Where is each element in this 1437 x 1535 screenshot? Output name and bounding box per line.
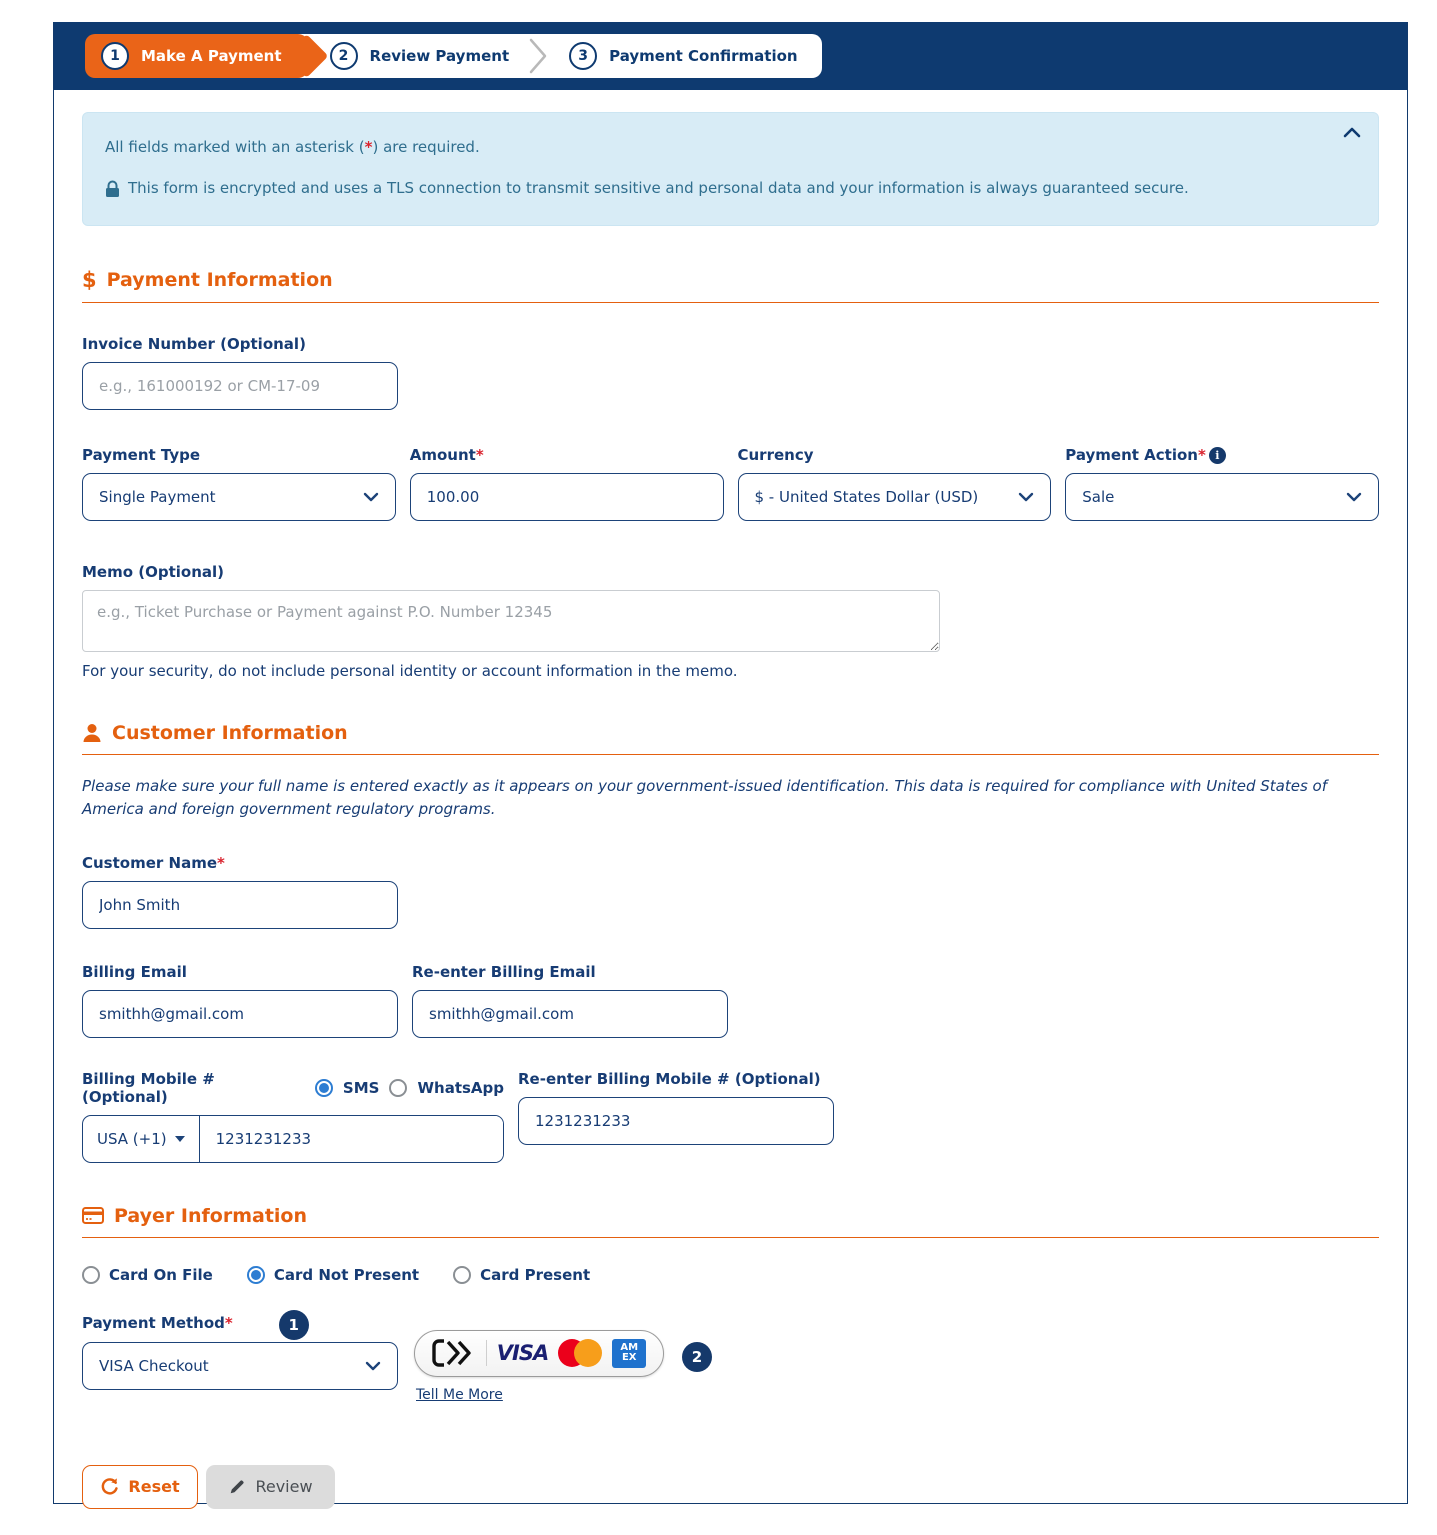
info-icon[interactable]: i	[1209, 447, 1226, 464]
country-code-select[interactable]	[83, 1116, 200, 1162]
visa-checkout-button[interactable]	[414, 1330, 664, 1377]
caret-down-icon	[175, 1136, 185, 1142]
whatsapp-radio-label[interactable]: WhatsApp	[417, 1078, 504, 1097]
customer-information-header	[82, 722, 1379, 744]
stepper-inactive-group	[286, 34, 822, 78]
invoice-number-label: Invoice Number (Optional)	[82, 335, 306, 353]
credit-card-icon	[82, 1207, 104, 1224]
payer-information-header	[82, 1205, 1379, 1227]
memo-security-note: For your security, do not include personal identity or account information in the memo.	[82, 662, 738, 680]
card-on-file-radio[interactable]	[82, 1266, 100, 1284]
tls-security-note: This form is encrypted and uses a TLS connection to transmit sensitive and personal data and your information is always guaranteed secure.	[105, 178, 1356, 199]
billing-email-input[interactable]	[82, 990, 398, 1038]
step-review-payment[interactable]	[330, 42, 510, 70]
chevron-right-separator-icon	[527, 36, 551, 76]
step-2-label: Review Payment	[369, 47, 510, 65]
card-present-label: Card Present	[480, 1265, 591, 1284]
step-3-label: Payment Confirmation	[609, 47, 798, 65]
section-divider	[82, 754, 1379, 755]
whatsapp-radio[interactable]	[389, 1079, 407, 1097]
customer-name-input[interactable]	[82, 881, 398, 929]
payment-type-label: Payment Type	[82, 446, 201, 464]
dollar-icon: $	[82, 268, 97, 292]
step-payment-confirmation[interactable]	[569, 42, 797, 70]
amount-input[interactable]	[410, 473, 724, 521]
payment-method-value: VISA Checkout	[99, 1356, 209, 1375]
person-icon	[82, 723, 102, 743]
card-not-present-option[interactable]	[247, 1266, 419, 1284]
payment-action-select[interactable]	[1065, 473, 1379, 521]
billing-email-label: Billing Email	[82, 962, 187, 981]
card-on-file-label: Card On File	[109, 1265, 213, 1284]
sms-radio[interactable]	[315, 1079, 333, 1097]
required-fields-note: All fields marked with an asterisk (*) are required.	[105, 138, 480, 156]
reenter-billing-email-label: Re-enter Billing Email	[412, 962, 596, 981]
review-button-label: Review	[255, 1477, 313, 1496]
visa-logo: VISA	[496, 1341, 549, 1365]
reset-button-label: Reset	[128, 1477, 180, 1496]
payment-method-select[interactable]	[82, 1342, 398, 1390]
tell-me-more-link[interactable]: Tell Me More	[416, 1386, 503, 1403]
asterisk: *	[1197, 446, 1206, 464]
reenter-billing-mobile-input[interactable]	[518, 1097, 834, 1145]
card-presence-options	[82, 1266, 1379, 1284]
customer-information-title: Customer Information	[112, 722, 348, 744]
step-badge-2: 2	[682, 1342, 712, 1372]
payment-method-label: Payment Method *	[82, 1313, 233, 1332]
amount-label: Amount *	[409, 446, 484, 464]
refresh-icon	[100, 1477, 119, 1496]
payment-type-value: Single Payment	[99, 488, 216, 506]
stepper	[85, 34, 822, 78]
billing-mobile-group	[82, 1115, 504, 1163]
chevron-down-icon	[363, 492, 379, 502]
step-1-label: Make A Payment	[141, 47, 282, 65]
payment-action-label: Payment Action * i	[1065, 446, 1379, 464]
mastercard-logo	[558, 1339, 602, 1367]
click-to-pay-icon	[432, 1338, 476, 1368]
divider	[486, 1340, 487, 1366]
compliance-note: Please make sure your full name is entered exactly as it appears on your government-issued identification. This data is required for compliance with United States of America and foreign government regulatory programs.	[82, 777, 1328, 819]
step-1-number: 1	[101, 42, 129, 70]
card-present-radio[interactable]	[453, 1266, 471, 1284]
chevron-up-icon	[1342, 125, 1362, 139]
step-3-number: 3	[569, 42, 597, 70]
payment-form-panel	[53, 22, 1408, 1504]
currency-value: $ - United States Dollar (USD)	[754, 488, 979, 506]
chevron-down-icon	[365, 1361, 381, 1371]
asterisk: *	[217, 853, 225, 872]
payment-information-header	[82, 268, 1379, 292]
step-badge-1: 1	[279, 1310, 309, 1340]
collapse-banner-button[interactable]	[1342, 125, 1362, 139]
memo-textarea[interactable]	[82, 590, 940, 652]
asterisk: *	[364, 138, 373, 156]
asterisk: *	[475, 446, 484, 464]
security-notice-banner	[82, 112, 1379, 226]
currency-label: Currency	[737, 446, 814, 464]
payment-action-value: Sale	[1082, 488, 1115, 506]
payment-information-title: Payment Information	[106, 269, 333, 291]
card-present-option[interactable]	[453, 1266, 590, 1284]
review-button[interactable]	[206, 1465, 335, 1509]
card-on-file-option[interactable]	[82, 1266, 213, 1284]
step-make-a-payment[interactable]	[85, 34, 308, 78]
card-not-present-label: Card Not Present	[273, 1265, 420, 1284]
section-divider	[82, 302, 1379, 303]
card-not-present-radio[interactable]	[247, 1266, 265, 1284]
currency-select[interactable]	[738, 473, 1052, 521]
sms-radio-label[interactable]: SMS	[342, 1078, 380, 1097]
customer-name-label: Customer Name *	[82, 853, 225, 872]
chevron-down-icon	[1346, 492, 1362, 502]
reenter-billing-email-input[interactable]	[412, 990, 728, 1038]
payment-type-select[interactable]	[82, 473, 396, 521]
lock-icon	[105, 180, 120, 198]
country-code-value: USA (+1)	[97, 1129, 167, 1148]
invoice-number-input[interactable]	[82, 362, 398, 410]
payer-information-title: Payer Information	[114, 1204, 307, 1227]
wizard-header	[54, 22, 1407, 90]
reenter-billing-mobile-label: Re-enter Billing Mobile # (Optional)	[518, 1069, 821, 1088]
chevron-down-icon	[1018, 492, 1034, 502]
billing-mobile-input[interactable]	[200, 1116, 503, 1162]
section-divider	[82, 1237, 1379, 1238]
asterisk: *	[224, 1313, 233, 1332]
memo-label: Memo (Optional)	[82, 563, 225, 581]
pencil-icon	[228, 1478, 246, 1496]
amex-logo: AM EX	[612, 1339, 646, 1368]
reset-button[interactable]	[82, 1465, 198, 1509]
step-2-number: 2	[330, 42, 358, 70]
billing-mobile-label: Billing Mobile # (Optional)	[82, 1069, 215, 1106]
